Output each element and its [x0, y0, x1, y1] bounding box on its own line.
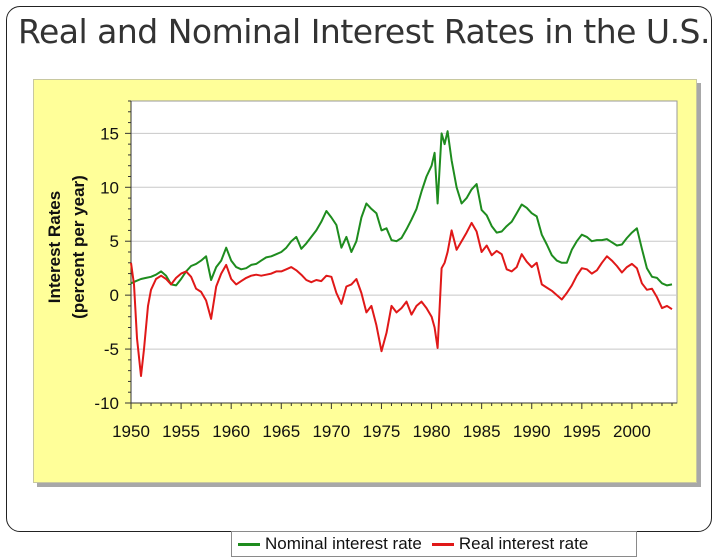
legend-label-nominal: Nominal interest rate [265, 534, 422, 553]
legend-item-real [432, 534, 588, 554]
chart-panel [33, 79, 697, 553]
x-tick-label: 1970 [312, 422, 351, 441]
x-tick-label: 2000 [613, 422, 651, 441]
x-tick-label: 1990 [512, 422, 551, 441]
chart-legend [231, 531, 637, 557]
y-tick-label: 0 [109, 286, 119, 306]
x-tick-label: 1960 [212, 422, 251, 441]
x-tick-label: 1955 [162, 422, 201, 441]
x-tick-label: 1975 [362, 422, 401, 441]
legend-label-real: Real interest rate [458, 534, 589, 553]
y-tick-label: -5 [103, 340, 119, 360]
y-axis-label: Interest Rates [45, 190, 64, 304]
x-tick-label: 1980 [412, 422, 451, 441]
x-tick-label: 1995 [562, 422, 601, 441]
x-tick-label: 1950 [112, 422, 150, 441]
legend-swatch-nominal [238, 543, 260, 546]
x-tick-label: 1985 [462, 422, 501, 441]
y-axis-label: (percent per year) [69, 175, 88, 319]
chart-svg [34, 80, 696, 482]
x-tick-label: 1965 [262, 422, 301, 441]
plot-area [131, 101, 677, 403]
slide-title: Real and Nominal Interest Rates in the U.S. [18, 12, 710, 51]
y-tick-label: 5 [109, 232, 119, 252]
y-tick-label: 15 [100, 124, 119, 144]
y-tick-label: -10 [94, 394, 119, 413]
legend-item-nominal [238, 534, 422, 554]
y-tick-label: 10 [100, 178, 119, 198]
legend-swatch-real [432, 543, 454, 546]
